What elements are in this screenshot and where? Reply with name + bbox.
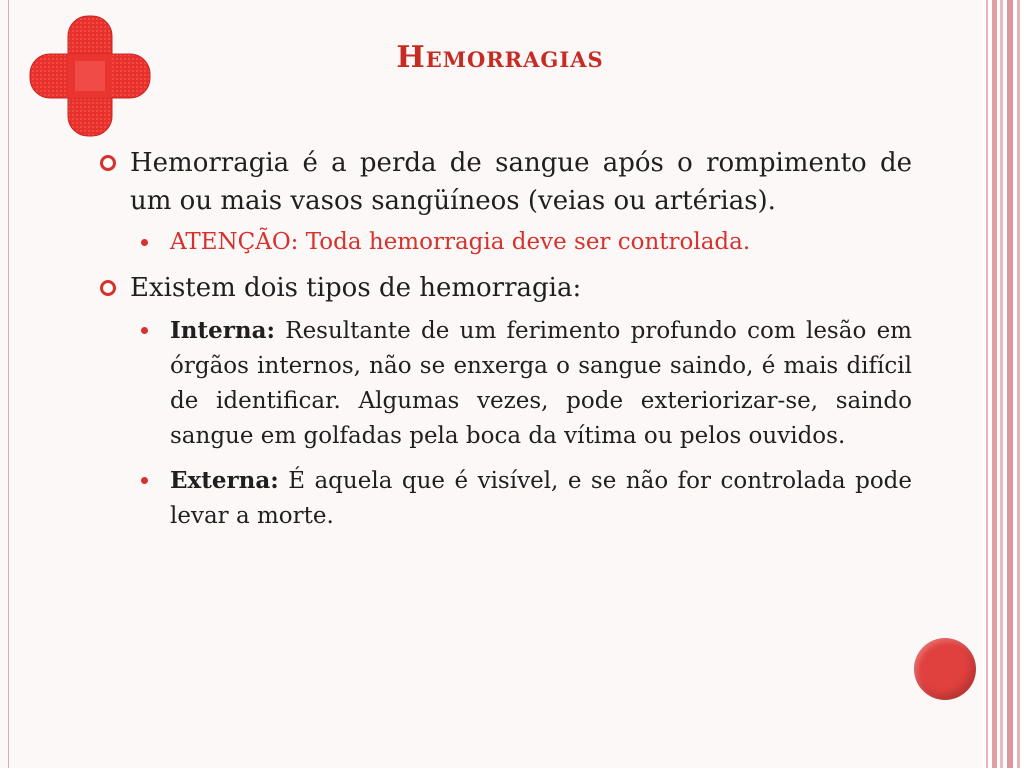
dot-bullet-icon [141,477,148,484]
dot-bullet-icon [141,327,148,334]
dot-bullet-icon [141,239,148,246]
ring-bullet-icon [100,280,116,296]
item-label: Externa: [170,467,279,494]
bullet-text: Existem dois tipos de hemorragia: [130,273,582,303]
first-aid-cross-icon [28,14,152,138]
left-frame-line [8,0,9,768]
decorative-stripes [982,0,1024,768]
bullet-text [170,313,912,454]
bullet-text [170,463,912,534]
item-label: Interna: [170,317,275,344]
slide-title: Hemorragias [396,40,604,75]
list-item [100,313,912,454]
warning-text: ATENÇÃO: Toda hemorragia deve ser controlada. [170,229,751,255]
ring-bullet-icon [100,155,116,171]
bullet-text: Hemorragia é a perda de sangue após o rompimento de um ou mais vasos sangüíneos (veias ou artérias). [130,148,912,216]
slide-content [100,144,912,534]
list-item [100,269,912,307]
item-description: É aquela que é visível, e se não for controlada pode levar a morte. [170,468,912,529]
red-dot-icon [914,638,976,700]
list-item [100,463,912,534]
list-item [100,144,912,220]
item-description: Resultante de um ferimento profundo com lesão em órgãos internos, não se enxerga o sangue saindo, é mais difícil de identificar. Algumas vezes, pode exteriorizar-se, saindo sangue em golfadas pela boca da vítima ou pelos ouvidos. [170,318,912,449]
list-item [100,225,912,260]
